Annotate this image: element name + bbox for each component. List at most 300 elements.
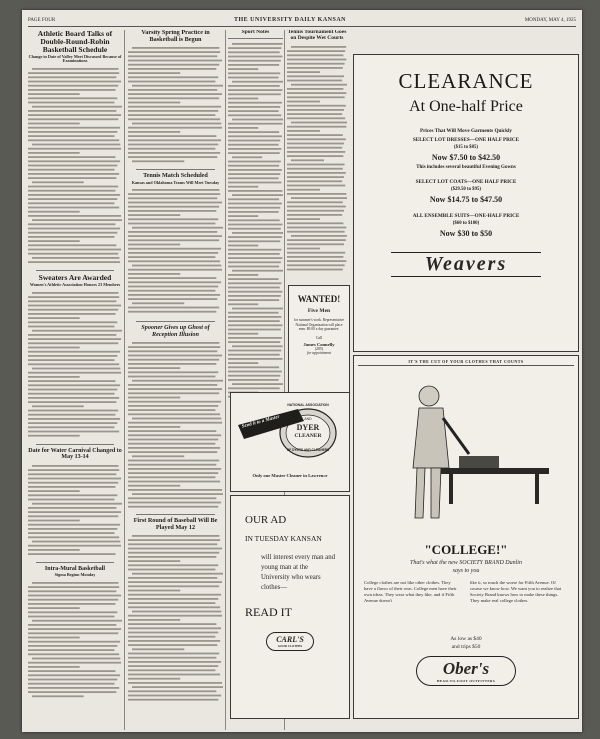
text-line <box>28 611 117 613</box>
text-line <box>228 85 280 87</box>
body-text-block <box>28 291 122 441</box>
text-line <box>291 121 347 123</box>
text-line <box>128 640 220 642</box>
text-line <box>287 180 342 182</box>
text-line <box>128 422 222 424</box>
prices-line: Prices That Will Move Garments Quickly <box>419 128 513 134</box>
text-line <box>128 678 180 680</box>
text-line <box>128 435 221 437</box>
text-line <box>287 75 344 77</box>
subhead: Sigma Beginn Monday <box>54 571 96 577</box>
text-line <box>228 312 279 314</box>
text-line <box>128 269 222 271</box>
text-line <box>287 205 346 207</box>
text-line <box>128 248 221 250</box>
text-lines <box>128 46 223 166</box>
text-line <box>287 256 343 258</box>
text-line <box>28 624 116 626</box>
text-line <box>128 363 216 365</box>
text-line <box>28 678 117 680</box>
text-line <box>228 186 258 188</box>
text-line <box>32 657 120 659</box>
text-line <box>287 138 346 140</box>
obers-left-text: College clothes are not like other clothes. They have a flavor of their own. College men have their own ideas. They wear what they like, and if Fifth Avenue doesn't <box>364 580 457 603</box>
text-line <box>28 674 120 676</box>
text-line <box>287 117 345 119</box>
text-line <box>132 85 223 87</box>
text-line <box>287 134 343 136</box>
obers-logo-sub: HEAD-TO-FOOT OUTFITTERS <box>436 679 496 683</box>
text-line <box>128 206 219 208</box>
text-line <box>228 76 279 78</box>
text-line <box>128 485 180 487</box>
text-line <box>228 370 282 372</box>
text-line <box>28 528 117 530</box>
text-line <box>128 152 220 154</box>
text-line <box>28 670 115 672</box>
text-line <box>28 691 116 693</box>
text-line <box>128 452 217 454</box>
carls-logo-sub: GOOD CLOTHES <box>277 644 303 648</box>
text-line <box>128 468 221 470</box>
carls-logo <box>266 632 314 651</box>
body-text-block <box>28 464 122 559</box>
text-line <box>28 351 120 353</box>
text-line <box>128 368 180 370</box>
text-line <box>228 366 279 368</box>
text-line <box>128 93 222 95</box>
text-line <box>32 182 84 184</box>
text-line <box>228 165 279 167</box>
text-line <box>28 127 120 129</box>
text-line <box>32 540 120 542</box>
carls-logo-text: CARL'S <box>276 635 304 644</box>
text-line <box>128 202 222 204</box>
text-line <box>228 219 280 221</box>
carls-ad <box>230 495 350 719</box>
gentleman-illustration <box>359 368 573 538</box>
divider <box>136 514 215 515</box>
badge-bottom: OF DYERS AND CLEANERS <box>286 448 330 452</box>
text-line <box>128 210 216 212</box>
text-line <box>128 615 222 617</box>
text-line <box>228 316 281 318</box>
text-line <box>232 81 283 83</box>
dyer-ad <box>230 392 350 492</box>
dresses-now: Now $7.50 to $42.50 <box>431 153 501 162</box>
text-line <box>128 670 215 672</box>
text-line <box>228 72 280 74</box>
coats-line: SELECT LOT COATS—ONE HALF PRICE <box>415 179 517 185</box>
read-it: READ IT <box>245 605 292 619</box>
divider <box>136 169 215 170</box>
text-line <box>128 359 219 361</box>
text-line <box>228 303 258 305</box>
text-line <box>132 380 223 382</box>
text-line <box>28 641 120 643</box>
date-label: MONDAY, MAY 4, 1925 <box>524 17 576 23</box>
text-line <box>228 223 282 225</box>
body-text-block <box>28 581 122 701</box>
text-line <box>228 387 280 389</box>
send-it-text: Send it to a Master <box>241 414 281 430</box>
text-line <box>228 169 282 171</box>
text-line <box>228 362 258 364</box>
text-line <box>287 172 346 174</box>
text-line <box>28 326 114 328</box>
text-line <box>128 194 220 196</box>
text-line <box>28 607 80 609</box>
and-text: AND <box>304 417 312 421</box>
text-line <box>28 594 121 596</box>
text-line <box>128 55 217 57</box>
text-line <box>128 282 221 284</box>
wanted-line1: Five Men <box>307 308 331 314</box>
column-1 <box>28 30 122 730</box>
text-line <box>128 556 216 558</box>
text-line <box>28 207 119 209</box>
text-line <box>287 58 346 60</box>
obers-logo <box>416 656 516 686</box>
text-line <box>28 72 119 74</box>
text-line <box>128 481 220 483</box>
dyer-caption: Only one Master Cleaner in Lawrence <box>252 473 328 478</box>
text-line <box>228 106 280 108</box>
text-line <box>128 215 180 217</box>
text-line <box>28 194 120 196</box>
text-line <box>128 699 218 701</box>
obers-price1: As low as $40 <box>450 636 482 642</box>
text-line <box>128 257 215 259</box>
text-line <box>28 232 117 234</box>
text-line <box>287 113 342 115</box>
text-lines <box>128 341 223 511</box>
text-line <box>28 414 115 416</box>
text-line <box>28 372 121 374</box>
text-line <box>287 167 343 169</box>
text-line <box>128 347 220 349</box>
body-text-block <box>128 46 223 166</box>
text-line <box>128 414 220 416</box>
text-line <box>287 88 343 90</box>
text-line <box>28 355 117 357</box>
text-lines <box>128 534 223 704</box>
text-line <box>232 156 262 158</box>
text-line <box>128 405 218 407</box>
text-line <box>128 565 218 567</box>
text-lines <box>28 581 122 701</box>
text-line <box>132 573 223 575</box>
text-line <box>128 661 221 663</box>
headline: Athletic Board Talks of Double-Round-Robin Basketball Schedule <box>37 30 113 54</box>
text-line <box>32 620 122 622</box>
masthead <box>28 14 576 27</box>
text-line <box>32 368 120 370</box>
text-line <box>128 139 221 141</box>
divider <box>36 270 114 271</box>
text-line <box>128 447 220 449</box>
text-line <box>287 142 344 144</box>
text-line <box>228 190 282 192</box>
text-line <box>28 347 80 349</box>
text-line <box>28 135 114 137</box>
text-lines <box>28 464 122 559</box>
text-line <box>128 307 219 309</box>
text-line <box>28 486 115 488</box>
text-line <box>228 286 280 288</box>
text-line <box>228 123 282 125</box>
text-line <box>128 372 218 374</box>
text-lines <box>128 188 223 318</box>
column-rule <box>225 30 226 730</box>
text-line <box>128 261 220 263</box>
text-line <box>128 102 180 104</box>
text-line <box>128 582 222 584</box>
text-line <box>228 324 282 326</box>
text-line <box>128 577 217 579</box>
text-line <box>132 611 221 613</box>
text-line <box>28 507 116 509</box>
text-line <box>128 628 221 630</box>
text-line <box>28 645 117 647</box>
text-line <box>32 68 118 70</box>
text-line <box>128 198 217 200</box>
text-line <box>128 89 217 91</box>
text-line <box>28 649 114 651</box>
suits-line: ALL ENSEMBLE SUITS—ONE-HALF PRICE <box>412 213 520 219</box>
text-line <box>132 535 219 537</box>
text-line <box>28 110 116 112</box>
text-line <box>128 72 180 74</box>
text-line <box>291 235 347 237</box>
text-line <box>132 303 184 305</box>
text-line <box>228 261 281 263</box>
our-ad-line1: OUR AD <box>245 514 287 526</box>
text-line <box>128 502 221 504</box>
text-line <box>291 197 347 199</box>
text-line <box>228 68 258 70</box>
text-line <box>287 79 342 81</box>
text-line <box>287 218 320 220</box>
text-line <box>28 494 117 496</box>
text-line <box>287 155 343 157</box>
text-line <box>228 244 258 246</box>
text-line <box>28 338 121 340</box>
text-line <box>287 62 345 64</box>
text-line <box>32 106 122 108</box>
text-line <box>28 418 120 420</box>
text-line <box>132 47 219 49</box>
text-line <box>28 401 116 403</box>
text-line <box>28 477 121 479</box>
text-line <box>228 320 280 322</box>
text-line <box>128 219 218 221</box>
text-line <box>128 460 219 462</box>
text-line <box>128 653 219 655</box>
text-line <box>228 375 280 377</box>
wanted-note: for appointment <box>306 350 332 355</box>
subhead: Change in Date of Valley Meet Discussed Because of Examinations <box>28 53 122 64</box>
text-line <box>287 54 343 56</box>
text-line <box>28 211 80 213</box>
text-line <box>128 624 216 626</box>
text-line <box>28 131 117 133</box>
badge-top: NATIONAL ASSOCIATION <box>287 403 329 407</box>
text-line <box>287 163 345 165</box>
text-line <box>132 687 223 689</box>
text-line <box>287 201 343 203</box>
coats-now: Now $14.75 to $47.50 <box>429 195 503 204</box>
text-line <box>287 125 346 127</box>
body-text-block <box>128 188 223 318</box>
text-line <box>287 193 346 195</box>
text-line <box>28 261 120 263</box>
text-line <box>287 226 346 228</box>
text-line <box>228 97 258 99</box>
text-line <box>228 127 258 129</box>
text-line <box>287 50 345 52</box>
text-line <box>28 553 115 555</box>
text-line <box>28 549 80 551</box>
text-line <box>228 89 282 91</box>
text-line <box>28 177 116 179</box>
text-line <box>128 666 218 668</box>
text-line <box>28 321 117 323</box>
text-line <box>28 653 119 655</box>
text-line <box>128 273 180 275</box>
headline: Sweaters Are Awarded <box>38 273 112 283</box>
text-line <box>28 519 80 521</box>
text-line <box>128 252 218 254</box>
text-line <box>128 110 218 112</box>
text-line <box>228 152 280 154</box>
text-line <box>228 228 281 230</box>
text-line <box>287 100 320 102</box>
weavers-logo: Weavers <box>391 252 541 277</box>
text-line <box>28 114 121 116</box>
text-line <box>128 127 222 129</box>
text-line <box>287 71 320 73</box>
text-line <box>128 81 215 83</box>
text-line <box>128 131 180 133</box>
obers-price2: and trips $50 <box>451 644 481 650</box>
text-line <box>28 481 118 483</box>
text-line <box>28 228 120 230</box>
text-line <box>128 393 219 395</box>
text-line <box>228 177 279 179</box>
dresses-range: ($15 to $85) <box>454 145 478 150</box>
text-line <box>232 43 283 45</box>
text-line <box>228 240 280 242</box>
body-text-block <box>128 534 223 704</box>
text-line <box>128 389 222 391</box>
text-line <box>232 345 283 347</box>
body-text-block <box>228 42 283 402</box>
text-line <box>228 341 280 343</box>
text-line <box>128 603 215 605</box>
text-line <box>128 443 215 445</box>
text-line <box>128 355 222 357</box>
text-line <box>128 586 219 588</box>
text-lines <box>228 42 283 402</box>
text-line <box>228 358 282 360</box>
text-line <box>128 506 218 508</box>
text-line <box>28 169 114 171</box>
text-line <box>28 473 116 475</box>
text-line <box>228 349 281 351</box>
text-line <box>287 184 345 186</box>
text-line <box>128 569 215 571</box>
text-line <box>128 148 215 150</box>
wanted-body: for summer's work. Representative National Organization will place men. $9.00 a day guarantee. <box>293 318 345 332</box>
column-4 <box>287 30 347 280</box>
text-line <box>128 351 217 353</box>
text-line <box>128 489 222 491</box>
text-line <box>228 135 282 137</box>
text-line <box>28 249 121 251</box>
text-line <box>128 439 218 441</box>
text-line <box>28 156 115 158</box>
text-line <box>28 532 114 534</box>
text-line <box>28 148 121 150</box>
text-line <box>128 477 215 479</box>
wanted-phone: (285) <box>314 346 324 351</box>
text-line <box>228 379 279 381</box>
text-line <box>228 139 280 141</box>
text-line <box>228 291 282 293</box>
text-line <box>128 561 180 563</box>
obers-headline: "COLLEGE!" <box>424 542 508 557</box>
text-line <box>28 511 121 513</box>
text-line <box>128 431 216 433</box>
suits-now: Now $30 to $50 <box>439 229 493 238</box>
text-line <box>128 598 218 600</box>
text-line <box>132 456 184 458</box>
text-line <box>228 144 279 146</box>
text-line <box>228 215 258 217</box>
text-line <box>228 148 281 150</box>
body-text-block <box>128 341 223 511</box>
text-line <box>128 426 180 428</box>
text-line <box>28 523 120 525</box>
text-line <box>128 60 222 62</box>
body-text-block <box>28 67 122 267</box>
text-line <box>228 282 281 284</box>
text-line <box>32 219 122 221</box>
text-line <box>232 307 283 309</box>
wanted-ad <box>288 285 350 407</box>
text-line <box>28 359 114 361</box>
text-line <box>232 118 283 120</box>
text-line <box>128 299 217 301</box>
text-line <box>28 85 118 87</box>
page-label: PAGE FOUR <box>28 17 56 23</box>
suits-range: ($60 to $100) <box>452 221 480 226</box>
text-line <box>228 110 279 112</box>
column-3 <box>228 30 283 410</box>
text-line <box>128 240 219 242</box>
text-line <box>228 354 280 356</box>
column-rule <box>124 30 125 730</box>
text-line <box>228 211 279 213</box>
text-line <box>128 590 180 592</box>
text-line <box>128 548 222 550</box>
text-line <box>291 159 324 161</box>
text-line <box>228 60 281 62</box>
text-line <box>28 603 115 605</box>
text-line <box>287 260 346 262</box>
text-line <box>28 161 120 163</box>
